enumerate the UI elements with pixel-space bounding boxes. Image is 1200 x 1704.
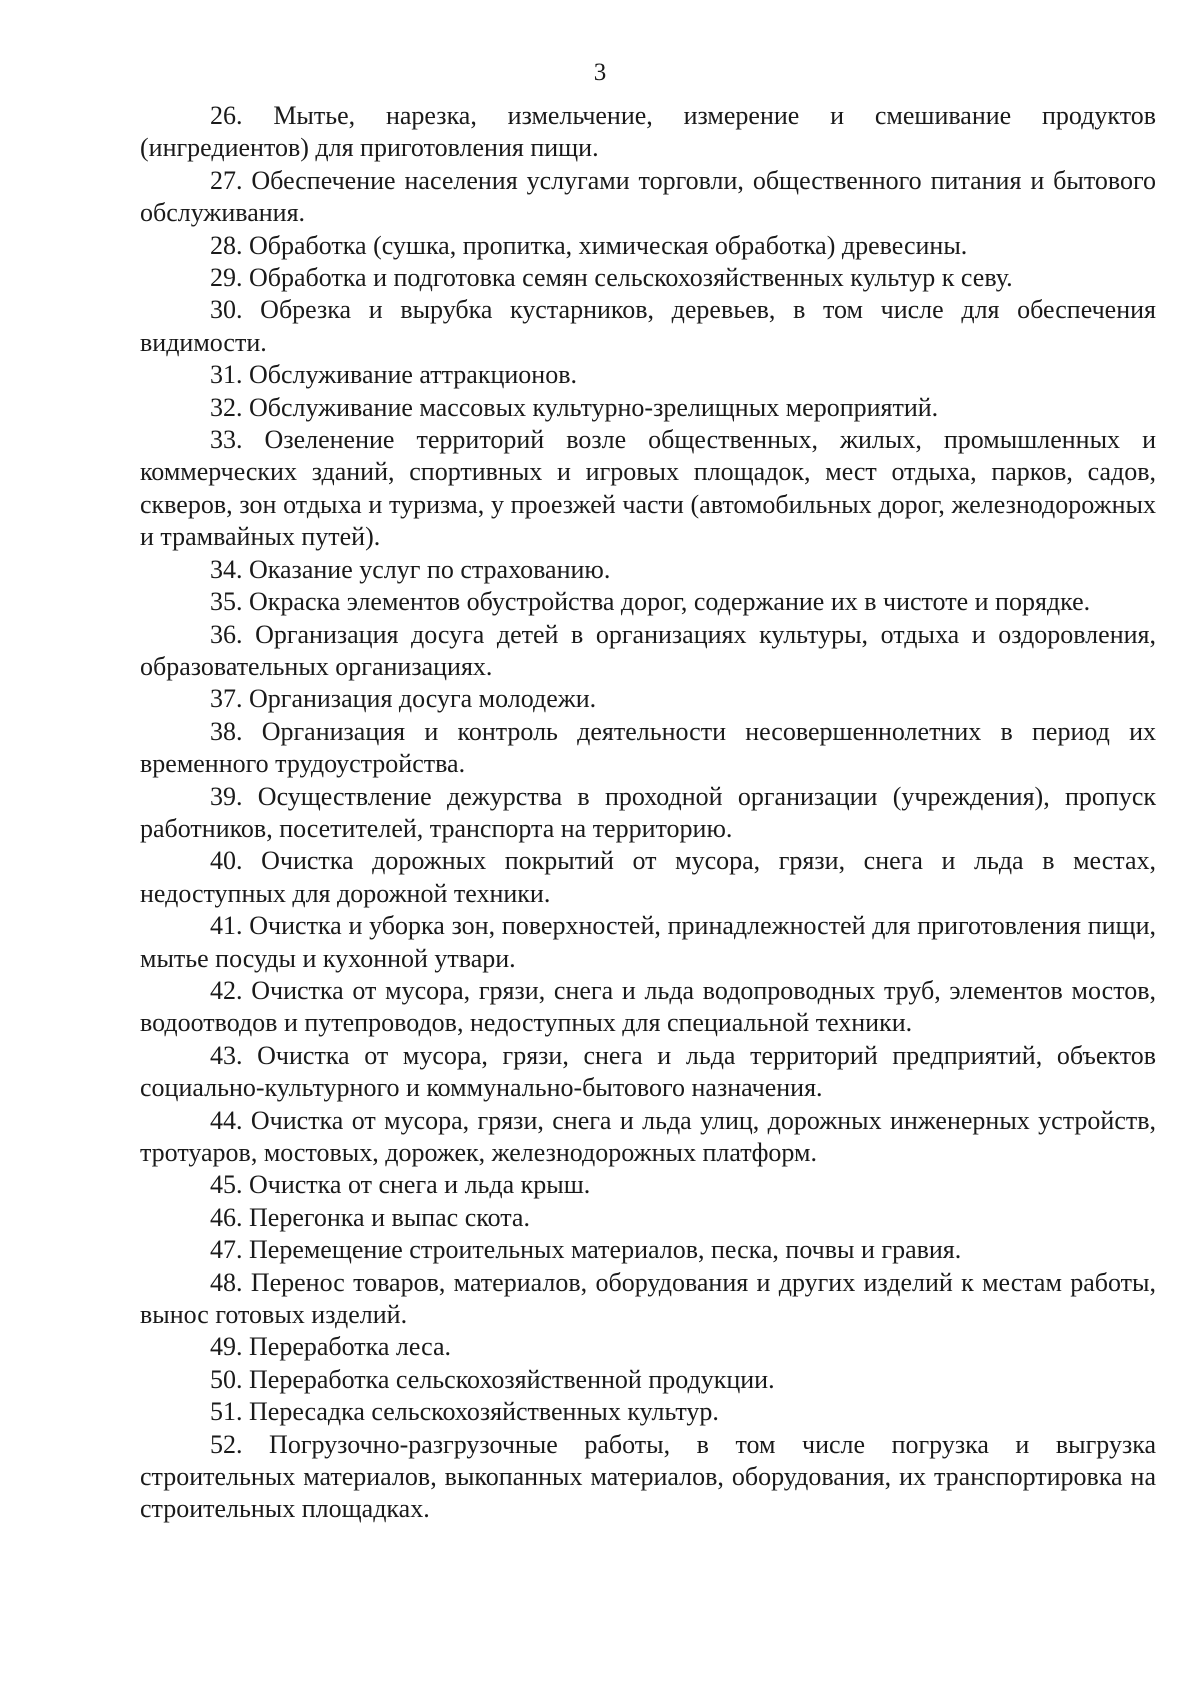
list-item: 35. Окраска элементов обустройства дорог, содержание их в чистоте и порядке. [210,587,1091,617]
list-item: 48. Перенос товаров, материалов, оборудования и других изделий к местам работы, вынос готовых изделий. [140,1267,1156,1330]
list-item: 29. Обработка и подготовка семян сельскохозяйственных культур к севу. [210,263,1013,293]
list-item: 44. Очистка от мусора, грязи, снега и льда улиц, дорожных инженерных устройств, тротуаров, мостовых, дорожек, железнодорожных платформ. [140,1105,1156,1167]
list-item: 46. Перегонка и выпас скота. [210,1202,530,1232]
list-item: 41. Очистка и уборка зон, поверхностей, принадлежностей для приготовления пищи, мытье посуды и кухонной утвари. [140,911,1156,973]
list-item: 38. Организация и контроль деятельности несовершеннолетних в период их временного трудоустройства. [140,716,1156,779]
list-item: 32. Обслуживание массовых культурно-зрелищных мероприятий. [210,392,939,422]
list-item: 51. Пересадка сельскохозяйственных культур. [210,1397,719,1427]
list-item: 45. Очистка от снега и льда крыш. [210,1170,591,1200]
list-item: 31. Обслуживание аттракционов. [210,360,577,390]
list-item: 27. Обеспечение населения услугами торговли, общественного питания и бытового обслуживания. [140,165,1156,228]
list-item: 34. Оказание услуг по страхованию. [210,554,611,584]
numbered-list [140,100,1156,1526]
list-item: 42. Очистка от мусора, грязи, снега и льда водопроводных труб, элементов мостов, водоотводов и путепроводов, недоступных для специальной техники. [140,975,1156,1038]
list-item: 33. Озеленение территорий возле общественных, жилых, промышленных и коммерческих зданий, спортивных и игровых площадок, мест отдыха, парков, садов, скверов, зон отдыха и туризма, у проезжей части (автомобильных дорог, железнодорожных и трамвайных путей). [140,425,1156,552]
list-item: 30. Обрезка и вырубка кустарников, деревьев, в том числе для обеспечения видимости. [140,295,1156,357]
list-item: 43. Очистка от мусора, грязи, снега и льда территорий предприятий, объектов социально-культурного и коммунально-бытового назначения. [140,1040,1156,1103]
list-item: 26. Мытье, нарезка, измельчение, измерение и смешивание продуктов (ингредиентов) для приготовления пищи. [140,101,1156,163]
list-item: 50. Переработка сельскохозяйственной продукции. [210,1364,775,1394]
list-item: 37. Организация досуга молодежи. [210,684,597,714]
list-item: 36. Организация досуга детей в организациях культуры, отдыха и оздоровления, образовательных организациях. [140,619,1156,681]
list-item: 52. Погрузочно-разгрузочные работы, в том числе погрузка и выгрузка строительных материалов, выкопанных материалов, оборудования, их транспортировка на строительных площадках. [140,1429,1156,1524]
list-item: 28. Обработка (сушка, пропитка, химическая обработка) древесины. [210,230,968,260]
list-item: 47. Перемещение строительных материалов, песка, почвы и гравия. [210,1235,962,1265]
list-item: 40. Очистка дорожных покрытий от мусора, грязи, снега и льда в местах, недоступных для дорожной техники. [140,846,1156,908]
page-number: 3 [593,59,607,86]
list-item: 49. Переработка леса. [210,1332,451,1362]
list-item: 39. Осуществление дежурства в проходной организации (учреждения), пропуск работников, посетителей, транспорта на территорию. [140,781,1156,843]
